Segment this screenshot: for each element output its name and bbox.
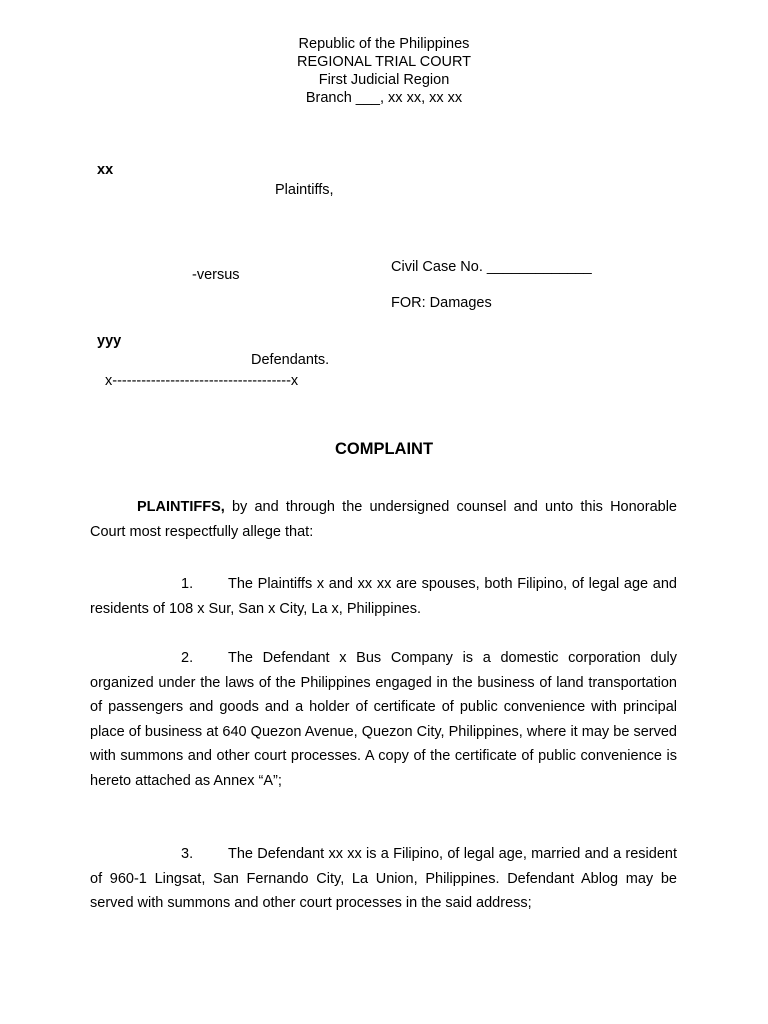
plaintiff-name: xx: [97, 162, 114, 178]
defendant-name: yyy: [97, 333, 122, 349]
paragraph-text: The Plaintiffs x and xx xx are spouses, both Filipino, of legal age and residents of 108 x Sur, San x City, La x, Philippines.: [90, 576, 677, 617]
intro-paragraph: [90, 495, 677, 544]
paragraph-number: 1.: [181, 576, 194, 592]
header-branch: Branch ___, xx xx, xx xx: [305, 90, 463, 106]
caption-separator: x-------------------------------------x: [105, 373, 299, 389]
paragraph-number: 3.: [181, 846, 194, 862]
paragraph-text: The Defendant x Bus Company is a domestic corporation duly organized under the laws of the Philippines engaged in the business of land transportation of passengers and goods and a holder of certificate of public convenience with principal place of business at 640 Quezon Avenue, Quezon City, Philippines, where it may be served with summons and other court processes. A copy of the certificate of public convenience is hereto attached as Annex “A”;: [90, 650, 677, 789]
paragraph-text: The Defendant xx xx is a Filipino, of legal age, married and a resident of 960-1 Lingsat, San Fernando City, La Union, Philippines. Defendant Ablog may be served with summons and other court processes in the said address;: [90, 846, 677, 911]
document-title: COMPLAINT: [334, 440, 434, 458]
plaintiff-label: Plaintiffs,: [275, 182, 334, 198]
intro-text: by and through the undersigned counsel and unto this Honorable Court most respectfully allege that:: [90, 499, 677, 540]
versus-label: -versus: [192, 267, 240, 283]
intro-lead: PLAINTIFFS,: [137, 499, 225, 515]
paragraph-number: 2.: [181, 650, 194, 666]
allegation-paragraph-3: [90, 842, 677, 916]
header-republic: Republic of the Philippines: [298, 36, 470, 52]
allegation-paragraph-1: [90, 572, 677, 621]
header-court: REGIONAL TRIAL COURT: [296, 54, 472, 70]
header-region: First Judicial Region: [318, 72, 450, 88]
civil-case-number: Civil Case No. _____________: [391, 259, 592, 275]
allegation-paragraph-2: [90, 646, 677, 793]
defendant-label: Defendants.: [251, 352, 330, 368]
court-header: [0, 35, 768, 107]
case-nature: FOR: Damages: [391, 295, 492, 311]
